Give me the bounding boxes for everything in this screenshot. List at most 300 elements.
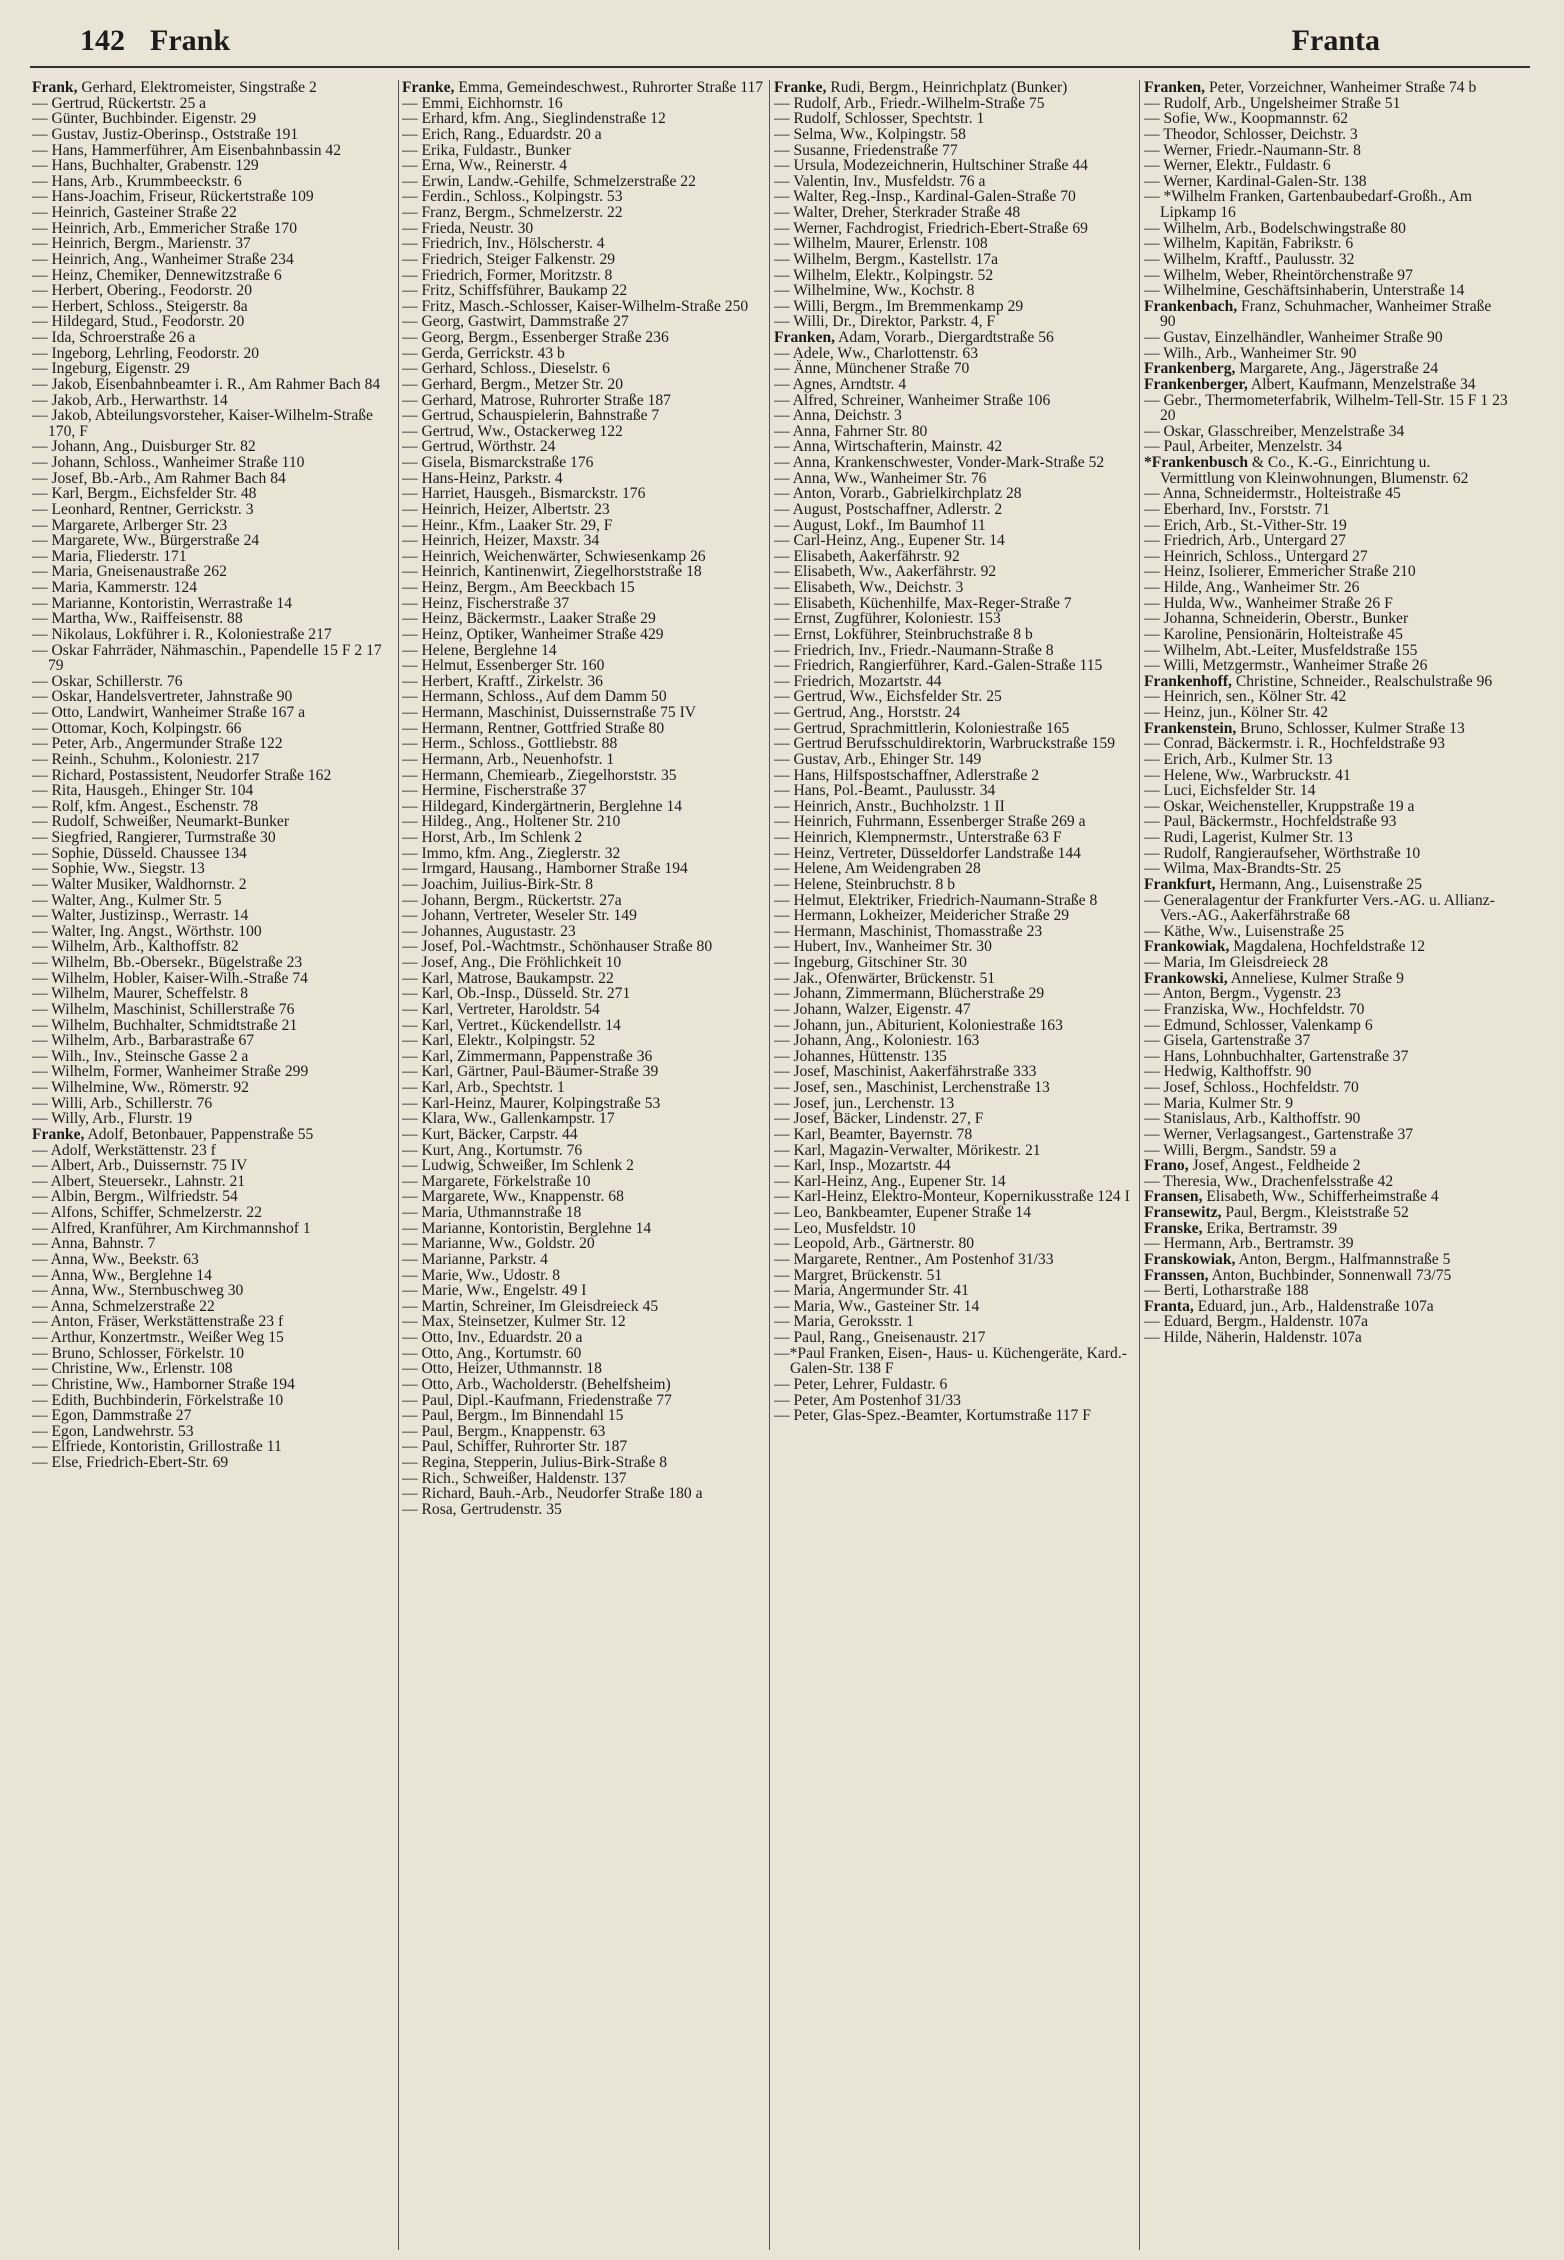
- directory-entry: — Gertrud, Sprachmittlerin, Koloniestraße 165: [774, 719, 1070, 737]
- directory-entry: — Anton, Vorarb., Gabrielkirchplatz 28: [774, 485, 1022, 503]
- surname-entry: [1144, 1205, 1508, 1221]
- directory-entry: — Christine, Ww., Erlenstr. 108: [32, 1360, 233, 1378]
- directory-entry: — Egon, Dammstraße 27: [32, 1407, 192, 1425]
- directory-entry: — Luci, Eichsfelder Str. 14: [1144, 782, 1316, 800]
- directory-entry: — Hermann, Chemiearb., Ziegelhorststr. 35: [402, 766, 677, 784]
- surname-entry: [1144, 361, 1508, 377]
- directory-entry: — Arthur, Konzertmstr., Weißer Weg 15: [32, 1329, 284, 1346]
- entry-text: Christine, Schneider., Realschulstraße 96: [1231, 672, 1493, 690]
- surname-entry: [1144, 1189, 1508, 1205]
- directory-entry: — Rudi, Lagerist, Kulmer Str. 13: [1144, 829, 1353, 846]
- directory-entry: — Hermann, Rentner, Gottfried Straße 80: [402, 719, 665, 737]
- directory-entry: — Elisabeth, Aakerfährstr. 92: [774, 547, 960, 565]
- directory-entry: — Hermann, Arb., Neuenhofstr. 1: [402, 750, 615, 768]
- directory-entry: — Karl, Vertreter, Haroldstr. 54: [402, 1000, 600, 1018]
- directory-entry: — Stanislaus, Arb., Kalthoffstr. 90: [1144, 1110, 1361, 1128]
- directory-entry: — Anna, Fahrner Str. 80: [774, 422, 928, 440]
- directory-entry: — Walter Musiker, Waldhornstr. 2: [32, 875, 247, 893]
- directory-entry: — Karoline, Pensionärin, Holteistraße 45: [1144, 625, 1403, 643]
- directory-entry: — Heinz, Chemiker, Dennewitzstraße 6: [32, 266, 282, 284]
- directory-entry: — Walter, Ang., Kulmer Str. 5: [32, 891, 222, 909]
- directory-entry: — Heinr., Kfm., Laaker Str. 29, F: [402, 516, 613, 534]
- directory-entry: — August, Postschaffner, Adlerstr. 2: [774, 500, 1003, 518]
- directory-entry: — Oskar, Schillerstr. 76: [32, 672, 183, 690]
- directory-entry: — Egon, Landwehrstr. 53: [32, 1422, 194, 1440]
- directory-entry: — Friedrich, Steiger Falkenstr. 29: [402, 250, 616, 268]
- directory-entry: — Otto, Arb., Wacholderstr. (Behelfsheim): [402, 1375, 671, 1393]
- directory-entry: — Hermann, Arb., Bertramstr. 39: [1144, 1235, 1354, 1253]
- directory-entry: — Kurt, Ang., Kortumstr. 76: [402, 1141, 583, 1159]
- column-divider: [769, 80, 770, 2250]
- directory-entry: — Walter, Dreher, Sterkrader Straße 48: [774, 204, 1021, 221]
- directory-entry: — Johannes, Hüttenstr. 135: [774, 1047, 947, 1065]
- directory-entry: — Emmi, Eichhornstr. 16: [402, 94, 563, 112]
- header-rule: [30, 66, 1530, 68]
- directory-entry: — Heinz, Isolierer, Emmericher Straße 210: [1144, 563, 1416, 581]
- directory-entry: — Wilhelm, Kraftf., Paulusstr. 32: [1144, 250, 1355, 268]
- directory-entry: — Oskar, Handelsvertreter, Jahnstraße 90: [32, 688, 293, 706]
- directory-entry: — Paul, Bergm., Im Binnendahl 15: [402, 1407, 624, 1425]
- surname-heading: Frankowiak,: [1144, 938, 1230, 956]
- directory-entry: — Herm., Schloss., Gottliebstr. 88: [402, 735, 618, 753]
- directory-entry: — Anna, Wirtschafterin, Mainstr. 42: [774, 438, 1003, 456]
- column-2: [402, 80, 766, 2250]
- directory-entry: — Heinrich, Heizer, Maxstr. 34: [402, 532, 600, 550]
- directory-entry: — Margret, Brückenstr. 51: [774, 1266, 943, 1284]
- surname-entry: [1144, 455, 1508, 486]
- entry-text: & Co., K.-G., Einrichtung u. Vermittlung von Kleinwohnungen, Blumenstr. 62: [1160, 454, 1469, 487]
- directory-entry: — Anna, Schneidermstr., Holteistraße 45: [1144, 485, 1401, 503]
- directory-entry: — Heinrich, Schloss., Untergard 27: [1144, 547, 1368, 565]
- directory-entry: — Joachim, Juilius-Birk-Str. 8: [402, 875, 594, 893]
- directory-entry: — Siegfried, Rangierer, Turmstraße 30: [32, 829, 276, 846]
- directory-entry: — Rudolf, Schweißer, Neumarkt-Bunker: [32, 813, 290, 831]
- directory-entry: — Elisabeth, Ww., Aakerfährstr. 92: [774, 563, 997, 581]
- surname-entry: [1144, 377, 1508, 393]
- entry-text: Magdalena, Hochfeldstraße 12: [1229, 938, 1426, 956]
- directory-entry: — Rolf, kfm. Angest., Eschenstr. 78: [32, 797, 259, 815]
- directory-entry: — Leonhard, Rentner, Gerrickstr. 3: [32, 500, 254, 518]
- directory-entry: — Josef, jun., Lerchenstr. 13: [774, 1094, 955, 1112]
- entry-text: Erika, Bertramstr. 39: [1202, 1219, 1338, 1237]
- surname-entry: [1144, 971, 1508, 987]
- surname-heading: Frank,: [32, 80, 78, 96]
- surname-heading: Franske,: [1144, 1219, 1203, 1237]
- directory-entry: — Bruno, Schlosser, Förkelstr. 10: [32, 1344, 245, 1362]
- surname-entry: [1144, 1158, 1508, 1174]
- entry-text: Albert, Kaufmann, Menzelstraße 34: [1247, 375, 1476, 393]
- directory-entry: — Josef, Pol.-Wachtmstr., Schönhauser Straße 80: [402, 938, 713, 956]
- directory-entry: — Friedrich, Rangierführer, Kard.-Galen-Straße 115: [774, 657, 1103, 675]
- directory-entry: — Paul, Bäckermstr., Hochfeldstraße 93: [1144, 813, 1397, 831]
- directory-entry: — Anna, Ww., Sternbuschweg 30: [32, 1282, 244, 1300]
- directory-entry: — Günter, Buchbinder. Eigenstr. 29: [32, 110, 257, 128]
- directory-entry: — Willi, Arb., Schillerstr. 76: [32, 1094, 213, 1112]
- directory-entry: — Gertrud, Wörthstr. 24: [402, 438, 556, 456]
- directory-entry: — Max, Steinsetzer, Kulmer Str. 12: [402, 1313, 626, 1331]
- directory-entry: — Gustav, Justiz-Oberinsp., Oststraße 191: [32, 125, 299, 143]
- directory-entry: — Gerhard, Matrose, Ruhrorter Straße 187: [402, 391, 671, 409]
- directory-entry: — Herbert, Kraftf., Zirkelstr. 36: [402, 672, 603, 690]
- directory-entry: — Hubert, Inv., Wanheimer Str. 30: [774, 938, 992, 956]
- directory-entry: — Käthe, Ww., Luisenstraße 25: [1144, 922, 1345, 940]
- directory-entry: — Alfred, Schreiner, Wanheimer Straße 106: [774, 391, 1051, 409]
- directory-entry: — Ludwig, Schweißer, Im Schlenk 2: [402, 1157, 634, 1175]
- directory-entry: — Josef, Ang., Die Fröhlichkeit 10: [402, 954, 622, 971]
- directory-entry: — Theodor, Schlosser, Deichstr. 3: [1144, 125, 1358, 143]
- directory-entry: — Peter, Lehrer, Fuldastr. 6: [774, 1375, 948, 1393]
- directory-entry: — Johann, Zimmermann, Blücherstraße 29: [774, 985, 1045, 1003]
- directory-entry: — Hildeg., Ang., Holtener Str. 210: [402, 813, 621, 831]
- directory-entry: — Margarete, Förkelstraße 10: [402, 1172, 591, 1190]
- directory-entry: — Jakob, Eisenbahnbeamter i. R., Am Rahmer Bach 84: [32, 375, 381, 393]
- directory-entry: — Wilhelm, Former, Wanheimer Straße 299: [32, 1063, 309, 1081]
- directory-entry: — Albert, Arb., Duissernstr. 75 IV: [32, 1157, 248, 1175]
- directory-entry: — Susanne, Friedenstraße 77: [774, 141, 958, 159]
- entry-text: Elisabeth, Ww., Schifferheimstraße 4: [1202, 1188, 1439, 1206]
- entry-text: Adam, Vorarb., Diergardtstraße 56: [835, 329, 1054, 346]
- entry-text: Peter, Vorzeichner, Wanheimer Straße 74 b: [1205, 80, 1477, 96]
- directory-entry: — Anton, Fräser, Werkstättenstraße 23 f: [32, 1313, 284, 1331]
- entry-text: Josef, Angest., Feldheide 2: [1188, 1157, 1361, 1175]
- directory-entry: — Friedrich, Arb., Untergard 27: [1144, 532, 1346, 550]
- directory-entry: — Theresia, Ww., Drachenfelsstraße 42: [1144, 1172, 1394, 1190]
- directory-entry: — Erich, Arb., St.-Vither-Str. 19: [1144, 516, 1347, 534]
- directory-entry: — Hans, Buchhalter, Grabenstr. 129: [32, 157, 259, 175]
- directory-entry: — Hildegard, Stud., Feodorstr. 20: [32, 313, 245, 331]
- directory-entry: — Erich, Arb., Kulmer Str. 13: [1144, 750, 1333, 768]
- entry-text: Eduard, jun., Arb., Haldenstraße 107a: [1193, 1297, 1434, 1315]
- directory-entry: — Helmut, Elektriker, Friedrich-Naumann-Straße 8: [774, 891, 1098, 909]
- directory-entry: — Gertrud, Ww., Ostackerweg 122: [402, 422, 623, 440]
- directory-entry: — Alfred, Kranführer, Am Kirchmannshof 1: [32, 1219, 311, 1237]
- directory-entry: — Ernst, Zugführer, Koloniestr. 153: [774, 610, 1001, 628]
- directory-entry: — Heinrich, sen., Kölner Str. 42: [1144, 688, 1347, 706]
- directory-entry: — Conrad, Bäckermstr. i. R., Hochfeldstraße 93: [1144, 735, 1445, 753]
- surname-heading: Franta,: [1144, 1297, 1194, 1315]
- directory-entry: — Karl-Heinz, Maurer, Kolpingstraße 53: [402, 1094, 661, 1112]
- directory-entry: — Wilhelmine, Ww., Römerstr. 92: [32, 1079, 249, 1096]
- surname-entry: [1144, 1268, 1508, 1284]
- directory-entry: — Karl, Gärtner, Paul-Bäumer-Straße 39: [402, 1063, 659, 1081]
- directory-entry: — Erhard, kfm. Ang., Sieglindenstraße 12: [402, 110, 666, 128]
- directory-entry: — Gerda, Gerrickstr. 43 b: [402, 344, 565, 362]
- directory-entry: — Werner, Kardinal-Galen-Str. 138: [1144, 172, 1367, 190]
- directory-entry: — Wilhelm, Bergm., Kastellstr. 17a: [774, 250, 999, 268]
- directory-entry: — Wilhelm, Buchhalter, Schmidtstraße 21: [32, 1016, 298, 1034]
- surname-heading: Franken,: [1144, 80, 1206, 96]
- entry-text: Gerhard, Elektromeister, Singstraße 2: [77, 80, 317, 96]
- surname-heading: Fransewitz,: [1144, 1204, 1222, 1221]
- directory-entry: — *Wilhelm Franken, Gartenbaubedarf-Großh., Am Lipkamp 16: [1144, 188, 1473, 221]
- directory-entry: — Heinz, Fischerstraße 37: [402, 594, 570, 612]
- directory-entry: — Helene, Ww., Warbruckstr. 41: [1144, 766, 1351, 784]
- directory-entry: — Hermann, Schloss., Auf dem Damm 50: [402, 688, 667, 706]
- directory-entry: — Valentin, Inv., Musfeldstr. 76 a: [774, 172, 986, 190]
- directory-entry: — Elisabeth, Ww., Deichstr. 3: [774, 579, 964, 596]
- directory-entry: — Selma, Ww., Kolpingstr. 58: [774, 125, 966, 143]
- directory-entry: — Franziska, Ww., Hochfeldstr. 70: [1144, 1000, 1365, 1018]
- directory-entry: — Erna, Ww., Reinerstr. 4: [402, 157, 567, 175]
- surname-heading: Franssen,: [1144, 1266, 1209, 1284]
- directory-entry: — Helene, Am Weidengraben 28: [774, 860, 981, 878]
- directory-entry: — Generalagentur der Frankfurter Vers.-AG. u. Allianz-Vers.-AG., Aakerfährstraße 68: [1144, 891, 1495, 925]
- directory-entry: — Margarete, Ww., Knappenstr. 68: [402, 1188, 624, 1206]
- directory-entry: — Gertrud Berufsschuldirektorin, Warbruckstraße 159: [774, 735, 1115, 753]
- column-1: [32, 80, 396, 2250]
- directory-entry: — Oskar, Glasschreiber, Menzelstraße 34: [1144, 422, 1405, 440]
- directory-entry: — Anton, Bergm., Vygenstr. 23: [1144, 985, 1341, 1003]
- directory-entry: — Willi, Dr., Direktor, Parkstr. 4, F: [774, 313, 996, 331]
- directory-entry: — Karl, Beamter, Bayernstr. 78: [774, 1125, 973, 1143]
- directory-entry: — Herbert, Obering., Feodorstr. 20: [32, 282, 253, 300]
- directory-entry: — Walter, Ing. Angst., Wörthstr. 100: [32, 922, 262, 940]
- directory-entry: — Margarete, Rentner., Am Postenhof 31/33: [774, 1250, 1054, 1268]
- directory-entry: — Hans, Hilfspostschaffner, Adlerstraße 2: [774, 766, 1039, 784]
- directory-entry: — Anna, Ww., Beekstr. 63: [32, 1250, 199, 1268]
- directory-entry: — Wilhelm, Weber, Rheintörchenstraße 97: [1144, 266, 1413, 284]
- directory-entry: — Erwin, Landw.-Gehilfe, Schmelzerstraße 22: [402, 172, 696, 190]
- directory-entry: — Friedrich, Former, Moritzstr. 8: [402, 266, 613, 284]
- directory-entry: — Frieda, Neustr. 30: [402, 219, 534, 237]
- surname-heading: Frankfurt,: [1144, 875, 1216, 893]
- directory-entry: — Peter, Arb., Angermunder Straße 122: [32, 735, 283, 753]
- directory-entry: — Fritz, Schiffsführer, Baukamp 22: [402, 282, 628, 300]
- entry-text: Anneliese, Kulmer Straße 9: [1227, 969, 1404, 987]
- directory-entry: — Berti, Lotharstraße 188: [1144, 1282, 1309, 1300]
- directory-entry: — Richard, Postassistent, Neudorfer Straße 162: [32, 766, 332, 784]
- directory-entry: — Rich., Schweißer, Haldenstr. 137: [402, 1469, 627, 1487]
- directory-entry: — Erich, Rang., Eduardstr. 20 a: [402, 125, 602, 143]
- directory-entry: — Maria, Kulmer Str. 9: [1144, 1094, 1293, 1112]
- directory-entry: — Leo, Bankbeamter, Eupener Straße 14: [774, 1204, 1032, 1221]
- surname-entry: [1144, 80, 1508, 96]
- directory-entry: — Regina, Stepperin, Julius-Birk-Straße 8: [402, 1454, 668, 1471]
- directory-entry: — Johann, Ang., Koloniestr. 163: [774, 1032, 980, 1050]
- directory-entry: — Paul, Rang., Gneisenaustr. 217: [774, 1329, 986, 1346]
- directory-entry: — Willy, Arb., Flurstr. 19: [32, 1110, 193, 1128]
- directory-entry: — Hans, Lohnbuchhalter, Gartenstraße 37: [1144, 1047, 1409, 1065]
- directory-entry: — August, Lokf., Im Baumhof 11: [774, 516, 986, 534]
- directory-entry: — Anna, Deichstr. 3: [774, 407, 902, 425]
- surname-heading: Frankenberg,: [1144, 360, 1236, 378]
- directory-entry: — Wilhelm, Kapitän, Fabrikstr. 6: [1144, 235, 1354, 253]
- directory-entry: — Maria, Geroksstr. 1: [774, 1313, 914, 1331]
- page-header: [80, 24, 1380, 64]
- directory-entry: — Josef, Maschinist, Aakerfährstraße 333: [774, 1063, 1037, 1081]
- surname-entry: [32, 80, 396, 96]
- directory-entry: — Johann, Schloss., Wanheimer Straße 110: [32, 454, 305, 471]
- directory-entry: — Karl, Vertret., Kückendellstr. 14: [402, 1016, 621, 1034]
- directory-entry: — Marie, Ww., Udostr. 8: [402, 1266, 561, 1284]
- entry-text: Rudi, Bergm., Heinrichplatz (Bunker): [826, 80, 1068, 96]
- directory-entry: — Ferdin., Schloss., Kolpingstr. 53: [402, 188, 623, 206]
- directory-entry: — Elisabeth, Küchenhilfe, Max-Reger-Straße 7: [774, 594, 1072, 612]
- directory-entry: — Hermann, Lokheizer, Meidericher Straße 29: [774, 907, 1070, 925]
- surname-heading: Franken,: [774, 329, 836, 346]
- directory-entry: — Werner, Verlagsangest., Gartenstraße 37: [1144, 1125, 1414, 1143]
- entry-text: Bruno, Schlosser, Kulmer Straße 13: [1236, 719, 1465, 737]
- surname-heading: Franke,: [32, 1125, 85, 1143]
- directory-entry: — Oskar Fahrräder, Nähmaschin., Papendelle 15 F 2 17 79: [32, 641, 382, 675]
- entry-text: Adolf, Betonbauer, Pappenstraße 55: [84, 1125, 314, 1143]
- directory-entry: — Heinrich, Kantinenwirt, Ziegelhorststraße 18: [402, 563, 702, 581]
- directory-entry: — Margarete, Arlberger Str. 23: [32, 516, 228, 534]
- directory-entry: — Johann, Bergm., Rückertstr. 27a: [402, 891, 622, 909]
- directory-entry: — Heinz, jun., Kölner Str. 42: [1144, 704, 1329, 721]
- directory-entry: — Maria, Ww., Gasteiner Str. 14: [774, 1297, 980, 1315]
- directory-entry: — Heinz, Bäckermstr., Laaker Straße 29: [402, 610, 656, 628]
- directory-entry: — Gebr., Thermometerfabrik, Wilhelm-Tell-Str. 15 F 1 23 20: [1144, 391, 1508, 425]
- directory-entry: — Walter, Justizinsp., Werrastr. 14: [32, 907, 249, 925]
- directory-entry: — Wilh., Inv., Steinsche Gasse 2 a: [32, 1047, 249, 1065]
- directory-entry: — Harriet, Hausgeh., Bismarckstr. 176: [402, 485, 646, 503]
- directory-entry: — Margarete, Ww., Bürgerstraße 24: [32, 532, 260, 550]
- directory-entry: — Anna, Schmelzerstraße 22: [32, 1297, 215, 1315]
- directory-entry: — Hans-Heinz, Parkstr. 4: [402, 469, 563, 487]
- directory-entry: — Maria, Kammerstr. 124: [32, 579, 197, 596]
- directory-entry: — Heinrich, Arb., Emmericher Straße 170: [32, 219, 298, 237]
- directory-entry: — Anna, Ww., Wanheimer Str. 76: [774, 469, 987, 487]
- directory-entry: — Werner, Friedr.-Naumann-Str. 8: [1144, 141, 1361, 159]
- surname-heading: Franke,: [774, 80, 827, 96]
- directory-entry: — Werner, Fachdrogist, Friedrich-Ebert-Straße 69: [774, 219, 1088, 237]
- surname-heading: Franskowiak,: [1144, 1250, 1236, 1268]
- directory-entry: — Josef, sen., Maschinist, Lerchenstraße 13: [774, 1079, 1050, 1096]
- entry-text: Margarete, Ang., Jägerstraße 24: [1235, 360, 1439, 378]
- directory-entry: — Ernst, Lokführer, Steinbruchstraße 8 b: [774, 625, 1033, 643]
- directory-entry: — Heinz, Optiker, Wanheimer Straße 429: [402, 625, 664, 643]
- surname-heading: Frankenbach,: [1144, 297, 1238, 315]
- directory-entry: — Richard, Bauh.-Arb., Neudorfer Straße 180 a: [402, 1485, 703, 1503]
- directory-entry: — Albert, Steuersekr., Lahnstr. 21: [32, 1172, 246, 1190]
- directory-entry: — Edmund, Schlosser, Valenkamp 6: [1144, 1016, 1373, 1034]
- directory-entry: — Peter, Am Postenhof 31/33: [774, 1391, 961, 1409]
- page-number: 142: [80, 24, 125, 57]
- directory-entry: — Ingeborg, Lehrling, Feodorstr. 20: [32, 344, 260, 362]
- surname-entry: [1144, 1252, 1508, 1268]
- surname-entry: [1144, 674, 1508, 690]
- directory-entry: — Rudolf, Schlosser, Spechtstr. 1: [774, 110, 985, 128]
- directory-entry: — Marianne, Ww., Goldstr. 20: [402, 1235, 595, 1253]
- directory-entry: — Hans-Joachim, Friseur, Rückertstraße 109: [32, 188, 314, 206]
- column-divider: [398, 80, 399, 2250]
- surname-entry: [1144, 721, 1508, 737]
- directory-entry: — Helene, Berglehne 14: [402, 641, 557, 659]
- directory-entry: — Walter, Reg.-Insp., Kardinal-Galen-Straße 70: [774, 188, 1076, 206]
- directory-entry: — Maria, Im Gleisdreieck 28: [1144, 954, 1329, 971]
- surname-heading: Frano,: [1144, 1157, 1189, 1175]
- directory-entry: — Maria, Gneisenaustraße 262: [32, 563, 227, 581]
- surname-heading: *Frankenbusch: [1144, 454, 1248, 471]
- directory-entry: — Wilhelm, Elektr., Kolpingstr. 52: [774, 266, 994, 284]
- directory-entry: — Ingeburg, Gitschiner Str. 30: [774, 954, 967, 971]
- directory-entry: — Leopold, Arb., Gärtnerstr. 80: [774, 1235, 975, 1253]
- directory-entry: — Otto, Ang., Kortumstr. 60: [402, 1344, 582, 1362]
- directory-entry: — Georg, Gastwirt, Dammstraße 27: [402, 313, 629, 331]
- directory-entry: — Herbert, Schloss., Steigerstr. 8a: [32, 297, 248, 315]
- directory-entry: — Sophie, Ww., Siegstr. 13: [32, 860, 205, 878]
- directory-entry: — Paul, Arbeiter, Menzelstr. 34: [1144, 438, 1343, 456]
- surname-heading: Frankowski,: [1144, 969, 1228, 987]
- directory-entry: — Wilhelmine, Ww., Kochstr. 8: [774, 282, 975, 300]
- directory-entry: — Friedrich, Mozartstr. 44: [774, 672, 942, 690]
- directory-entry: — Änne, Münchener Straße 70: [774, 360, 970, 378]
- directory-entry: — Josef, Schloss., Hochfeldstr. 70: [1144, 1079, 1359, 1096]
- directory-entry: — Gerhard, Bergm., Metzer Str. 20: [402, 375, 624, 393]
- directory-entry: — Willi, Metzgermstr., Wanheimer Straße 26: [1144, 657, 1428, 675]
- directory-entry: — Fritz, Masch.-Schlosser, Kaiser-Wilhelm-Straße 250: [402, 297, 749, 315]
- directory-entry: — Maria, Angermunder Str. 41: [774, 1282, 969, 1300]
- directory-entry: — Elfriede, Kontoristin, Grillostraße 11: [32, 1438, 282, 1456]
- surname-entry: [1144, 299, 1508, 330]
- directory-entry: — Edith, Buchbinderin, Förkelstraße 10: [32, 1391, 284, 1409]
- directory-entry: — Nikolaus, Lokführer i. R., Koloniestraße 217: [32, 625, 332, 643]
- directory-entry: — Hans, Hammerführer, Am Eisenbahnbassin 42: [32, 141, 342, 159]
- entry-text: Anton, Bergm., Halfmannstraße 5: [1235, 1250, 1451, 1268]
- directory-entry: — Wilhelm, Abt.-Leiter, Musfeldstraße 155: [1144, 641, 1418, 659]
- directory-entry: — Martin, Schreiner, Im Gleisdreieck 45: [402, 1297, 659, 1315]
- directory-entry: — Hildegard, Kindergärtnerin, Berglehne 14: [402, 797, 683, 815]
- surname-heading: Fransen,: [1144, 1188, 1203, 1206]
- directory-entry: — Leo, Musfeldstr. 10: [774, 1219, 916, 1237]
- surname-entry: [774, 330, 1138, 346]
- directory-entry: — Oskar, Weichensteller, Kruppstraße 19 a: [1144, 797, 1415, 815]
- surname-entry: [1144, 1299, 1508, 1315]
- directory-entry: — Wilhelm, Maurer, Scheffelstr. 8: [32, 985, 249, 1003]
- directory-entry: — Paul, Dipl.-Kaufmann, Friedenstraße 77: [402, 1391, 672, 1409]
- directory-entry: — Rosa, Gertrudenstr. 35: [402, 1500, 562, 1518]
- directory-entry: — Wilhelm, Maschinist, Schillerstraße 76: [32, 1000, 295, 1018]
- entry-text: Hermann, Ang., Luisenstraße 25: [1215, 875, 1423, 893]
- directory-entry: — Rita, Hausgeh., Ehinger Str. 104: [32, 782, 254, 800]
- directory-entry: — Karl, Magazin-Verwalter, Mörikestr. 21: [774, 1141, 1041, 1159]
- surname-heading: Franke,: [402, 80, 455, 96]
- directory-entry: — Gisela, Gartenstraße 37: [1144, 1032, 1311, 1050]
- directory-entry: — Paul, Bergm., Knappenstr. 63: [402, 1422, 606, 1440]
- directory-entry: — Gertrud, Ww., Eichsfelder Str. 25: [774, 688, 1002, 706]
- directory-entry: — Ottomar, Koch, Kolpingstr. 66: [32, 719, 242, 737]
- surname-entry: [32, 1127, 396, 1143]
- directory-entry: — Gertrud, Schauspielerin, Bahnstraße 7: [402, 407, 660, 425]
- directory-entry: — Anna, Ww., Berglehne 14: [32, 1266, 212, 1284]
- directory-entry: — Wilhelm, Hobler, Kaiser-Wilh.-Straße 74: [32, 969, 308, 987]
- directory-entry: — Hermann, Maschinist, Duissernstraße 75 IV: [402, 704, 697, 721]
- directory-entry: — Eberhard, Inv., Forststr. 71: [1144, 500, 1331, 518]
- directory-entry: — Wilhelm, Bb.-Obersekr., Bügelstraße 23: [32, 954, 303, 971]
- directory-entry: — Josef, Bäcker, Lindenstr. 27, F: [774, 1110, 984, 1128]
- directory-entry: — Anna, Krankenschwester, Vonder-Mark-Straße 52: [774, 454, 1105, 471]
- directory-entry: — Hans, Arb., Krummbeeckstr. 6: [32, 172, 242, 190]
- directory-entry: — Rudolf, Arb., Friedr.-Wilhelm-Straße 75: [774, 94, 1045, 112]
- directory-entry: — Martha, Ww., Raiffeisenstr. 88: [32, 610, 243, 628]
- column-4: [1144, 80, 1508, 2250]
- directory-entry: — Friedrich, Inv., Friedr.-Naumann-Straße 8: [774, 641, 1054, 659]
- directory-entry: —*Paul Franken, Eisen-, Haus- u. Küchengeräte, Kard.-Galen-Str. 138 F: [774, 1344, 1127, 1378]
- directory-entry: — Ursula, Modezeichnerin, Hultschiner Straße 44: [774, 157, 1088, 175]
- directory-entry: — Christine, Ww., Hamborner Straße 194: [32, 1375, 295, 1393]
- directory-entry: — Heinrich, Weichenwärter, Schwiesenkamp 26: [402, 547, 706, 565]
- directory-entry: — Irmgard, Hausang., Hamborner Straße 194: [402, 860, 688, 878]
- directory-entry: — Maria, Fliederstr. 171: [32, 547, 187, 565]
- directory-entry: — Marianne, Kontoristin, Werrastraße 14: [32, 594, 293, 612]
- directory-entry: — Karl-Heinz, Elektro-Monteur, Kopernikusstraße 124 I: [774, 1188, 1130, 1206]
- directory-entry: — Karl-Heinz, Ang., Eupener Str. 14: [774, 1172, 1006, 1190]
- directory-entry: — Karl, Matrose, Baukampstr. 22: [402, 969, 614, 987]
- directory-entry: — Hedwig, Kalthoffstr. 90: [1144, 1063, 1312, 1081]
- directory-entry: — Maria, Uthmannstraße 18: [402, 1204, 582, 1221]
- directory-entry: — Wilhelm, Arb., Bodelschwingstraße 80: [1144, 219, 1406, 237]
